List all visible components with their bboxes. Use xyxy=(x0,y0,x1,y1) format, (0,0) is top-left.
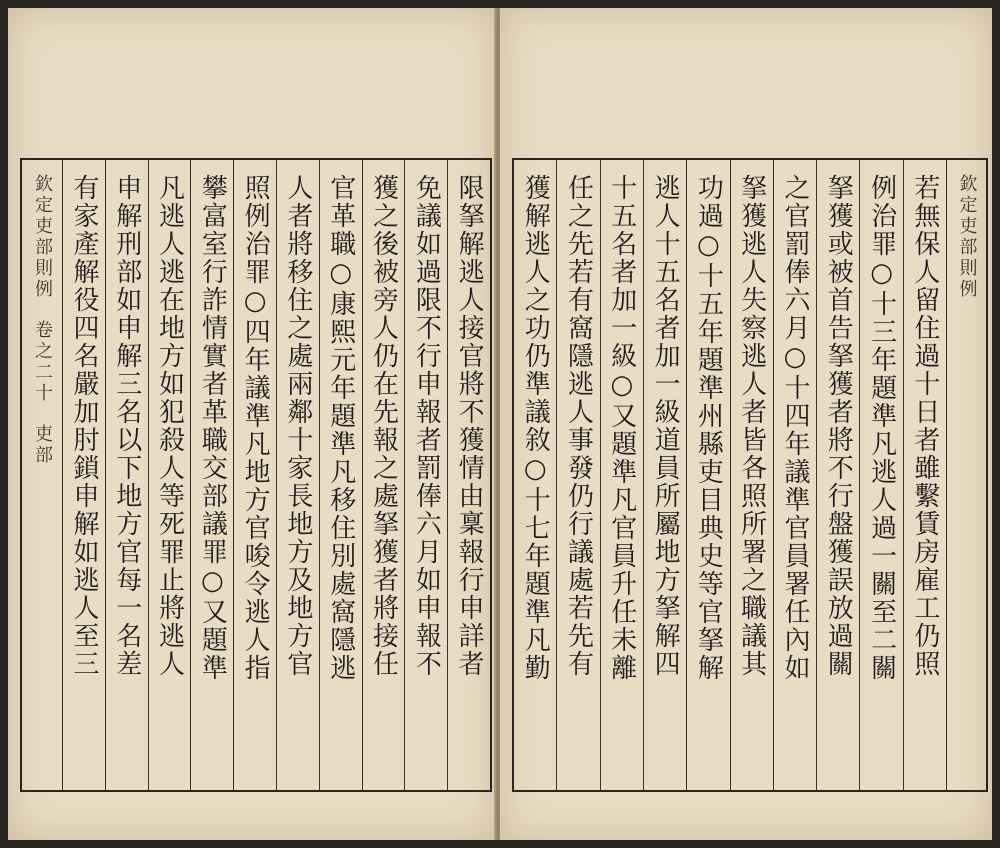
text-column: 有家產解役四名嚴加肘鎖申解如逃人至三 xyxy=(62,160,105,790)
text-column: 十五名者加一級○又題準凡官員升任未離 xyxy=(600,160,643,790)
text-column: 人者將移住之處兩鄰十家長地方及地方官 xyxy=(276,160,319,790)
text-column: 例治罪○十三年題準凡逃人過一關至二關 xyxy=(859,160,902,790)
text-column: 官革職○康熙元年題準凡移住別處窩隱逃 xyxy=(319,160,362,790)
left-page xyxy=(8,8,496,840)
margin-bu: 吏部 xyxy=(32,424,54,466)
text-column: 拏獲逃人失察逃人者皆各照所署之職議其 xyxy=(730,160,773,790)
left-text-frame xyxy=(20,158,492,792)
text-column: 逃人十五名者加一級道員所屬地方拏解四 xyxy=(643,160,686,790)
text-column: 獲之後被旁人仍在先報之處拏獲者將接任 xyxy=(362,160,405,790)
text-column: 若無保人留住過十日者雖繫賃房雇工仍照 xyxy=(903,160,946,790)
text-column: 拏獲或被首告拏獲者將不行盤獲誤放過關 xyxy=(816,160,859,790)
margin-juan: 卷之二十 xyxy=(32,320,54,404)
right-page xyxy=(500,8,992,840)
text-column: 照例治罪○四年議準凡地方官唆令逃人指 xyxy=(233,160,276,790)
text-column: 功過○十五年題準州縣吏目典史等官拏解 xyxy=(686,160,729,790)
text-column: 任之先若有窩隱逃人事發仍行議處若先有 xyxy=(556,160,599,790)
text-column: 獲解逃人之功仍準議敘○十七年題準凡勤 xyxy=(520,174,551,682)
margin-title: 欽定吏部則例 xyxy=(32,174,54,300)
right-text-frame xyxy=(512,158,988,792)
page-margin-label xyxy=(22,160,62,790)
text-column: 申解刑部如申解三名以下地方官每一名差 xyxy=(105,160,148,790)
page-margin-label: 欽定吏部則例 xyxy=(946,160,986,790)
text-column: 凡逃人逃在地方如犯殺人等死罪止將逃人 xyxy=(148,160,191,790)
text-column: 之官罰俸六月○十四年議準官員署任內如 xyxy=(773,160,816,790)
text-column: 攀富室行詐情實者革職交部議罪○又題準 xyxy=(190,160,233,790)
text-column: 免議如過限不行申報者罰俸六月如申報不 xyxy=(404,160,447,790)
text-column: 限拏解逃人接官將不獲情由稟報行申詳者 xyxy=(447,160,490,790)
